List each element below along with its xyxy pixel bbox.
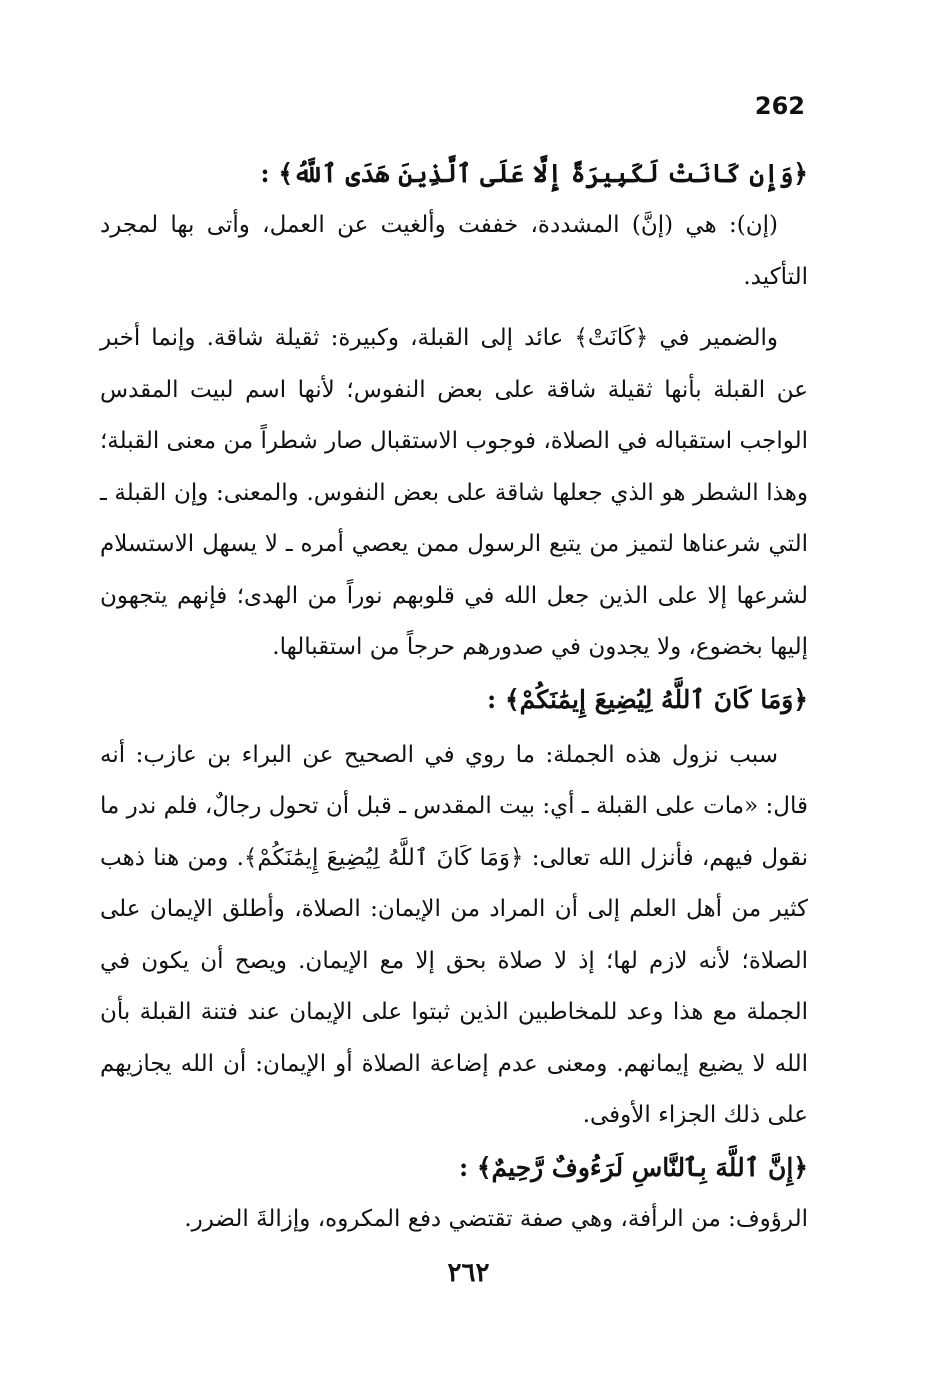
section-verse-2 <box>100 674 808 1142</box>
verse-heading: ﴿إِنَّ ٱللَّهَ بِٱلنَّاسِ لَرَءُوفٌ رَّحِيمٌ﴾ : <box>458 1152 808 1182</box>
section-verse-1 <box>100 148 808 674</box>
verse-heading: ﴿وَإِن كَانَتْ لَكَبِيرَةً إِلَّا عَلَى ٱلَّذِينَ هَدَى ٱللَّهُ﴾ : <box>260 159 808 188</box>
paragraph: والضمير في ﴿كَانَتْ﴾ عائد إلى القبلة، وكبيرة: ثقيلة شاقة. وإنما أخبر عن القبلة بأنها ثقيلة شاقة على بعض النفوس؛ لأنها اسم لبيت المقدس الواجب استقباله في الصلاة، فوجوب الاستقبال صار شطراً من معنى القبلة؛ وهذا الشطر هو الذي جعلها شاقة على بعض النفوس. والمعنى: وإن القبلة ـ التي شرعناها لتميز من يتبع الرسول ممن يعصي أمره ـ لا يسهل الاستسلام لشرعها إلا على الذين جعل الله في قلوبهم نوراً من الهدى؛ فإنهم يتجهون إليها بخضوع، ولا يجدون في صدورهم حرجاً من استقبالها. <box>100 325 808 660</box>
page-body <box>100 148 808 1245</box>
section-verse-3 <box>100 1142 808 1246</box>
page-number-bottom: ٢٦٢ <box>447 1258 490 1288</box>
page-number-top: 262 <box>754 92 805 120</box>
paragraph: (إن): هي (إنَّ) المشددة، خففت وألغيت عن العمل، وأتى بها لمجرد التأكيد. <box>100 212 808 290</box>
paragraph: سبب نزول هذه الجملة: ما روي في الصحيح عن البراء بن عازب: أنه قال: «مات على القبلة ـ أي: بيت المقدس ـ قبل أن تحول رجالٌ، فلم ندر ما نقول فيهم، فأنزل الله تعالى: ﴿وَمَا كَانَ ٱللَّهُ لِيُضِيعَ إِيمَٰنَكُمْ﴾. ومن هنا ذهب كثير من أهل العلم إلى أن المراد من الإيمان: الصلاة، وأطلق الإيمان على الصلاة؛ لأنه لازم لها؛ إذ لا صلاة بحق إلا مع الإيمان. ويصح أن يكون في الجملة مع هذا وعد للمخاطبين الذين ثبتوا على الإيمان عند فتنة القبلة بأن الله لا يضيع إيمانهم. ومعنى عدم إضاعة الصلاة أو الإيمان: أن الله يجازيهم على ذلك الجزاء الأوفى. <box>100 741 808 1128</box>
verse-heading: ﴿وَمَا كَانَ ٱللَّهُ لِيُضِيعَ إِيمَٰنَكُمْ﴾ : <box>487 684 808 714</box>
paragraph: الرؤوف: من الرأفة، وهي صفة تقتضي دفع المكروه، وإزالةَ الضرر. <box>184 1205 808 1232</box>
